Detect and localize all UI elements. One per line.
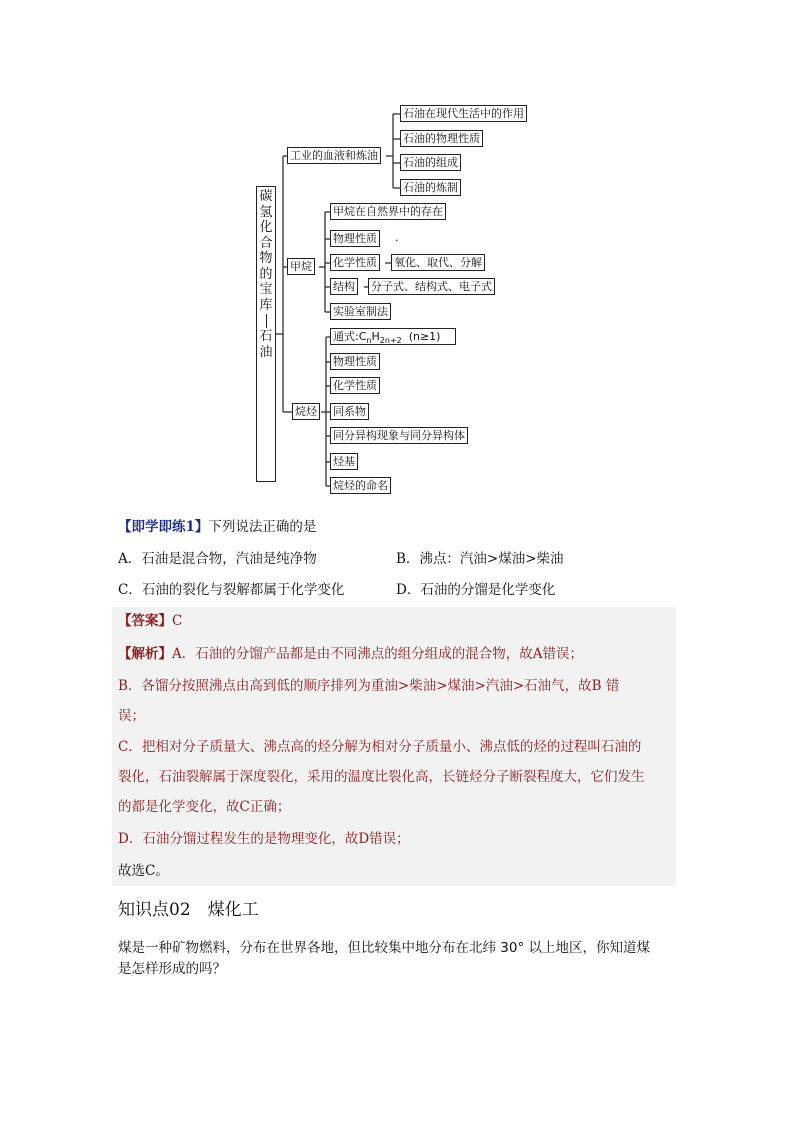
- option-d: D．石油的分馏是化学变化: [396, 582, 556, 598]
- section-paragraph-line2: 是怎样形成的吗？: [118, 961, 226, 977]
- analysis-line-c3: 的都是化学变化，故C正确；: [118, 799, 291, 815]
- branch-industry-node: 工业的血液和炼油: [287, 147, 381, 164]
- exercise-tag: 【即学即练1】: [118, 519, 209, 535]
- node-petroleum-refining: 石油的炼制: [400, 179, 461, 196]
- root-dash: [266, 314, 267, 328]
- node-alkane-formula: [330, 328, 456, 345]
- formula-sub-h: 2n+2: [379, 336, 402, 346]
- node-methane-lab-prep: 实验室制法: [330, 303, 391, 320]
- answer-value: C: [172, 613, 183, 629]
- analysis-line-c: C．把相对分子质量大、沸点高的烃分解为相对分子质量小、沸点低的烃的过程叫石油的: [118, 739, 642, 755]
- node-methane-structure: 结构: [330, 278, 358, 295]
- root-char: 氢: [259, 204, 273, 220]
- root-char: 合: [259, 235, 273, 251]
- node-alkane-homologs: 同系物: [330, 403, 369, 420]
- option-b: B．沸点：汽油>煤油>柴油: [396, 551, 564, 567]
- node-petroleum-physical: 石油的物理性质: [400, 130, 483, 147]
- analysis-line-a: [118, 644, 583, 664]
- node-methane-structure-detail: 分子式、结构式、电子式: [368, 278, 495, 295]
- node-alkane-naming: 烷烃的命名: [330, 477, 391, 494]
- node-methane-existence: 甲烷在自然界中的存在: [330, 203, 446, 220]
- analysis-tag: 【解析】: [118, 646, 172, 662]
- concept-map: [250, 100, 550, 502]
- root-char: 油: [259, 344, 273, 360]
- formula-prefix: 通式:C: [333, 330, 367, 343]
- concept-map-root: [256, 186, 276, 482]
- stray-dot: .: [395, 231, 399, 244]
- option-c: C．石油的裂化与裂解都属于化学变化: [118, 582, 345, 598]
- root-char: 石: [259, 329, 273, 344]
- node-alkane-physical: 物理性质: [330, 353, 380, 370]
- node-petroleum-role: 石油在现代生活中的作用: [400, 105, 527, 122]
- branch-alkane-node: 烷烃: [292, 403, 320, 420]
- formula-h: H: [371, 330, 380, 343]
- node-methane-chemical: 化学性质: [330, 254, 380, 271]
- root-char: 库: [259, 297, 273, 313]
- analysis-conclusion: 故选C。: [118, 863, 169, 879]
- analysis-line-c2: 裂化，石油裂解属于深度裂化，采用的温度比裂化高，长链烃分子断裂程度大，它们发生: [118, 769, 645, 785]
- analysis-line-b-cont: 误；: [118, 708, 145, 724]
- branch-methane-node: 甲烷: [287, 258, 315, 275]
- analysis-line-b: B．各馏分按照沸点由高到低的顺序排列为重油>柴油>煤油>汽油>石油气，故B 错: [118, 678, 620, 694]
- root-char: 化: [259, 220, 273, 235]
- section-paragraph-line1: 煤是一种矿物燃料，分布在世界各地，但比较集中地分布在北纬 30° 以上地区，你知道煤: [118, 940, 651, 956]
- node-methane-physical: 物理性质: [330, 230, 380, 247]
- analysis-text: A．石油的分馏产品都是由不同沸点的组分组成的混合物，故A错误；: [172, 646, 583, 662]
- exercise-question: [118, 517, 316, 537]
- node-alkane-hydrocarbyl: 烃基: [330, 453, 358, 470]
- node-methane-chemical-detail: 氧化、取代、分解: [391, 254, 485, 271]
- exercise-question-text: 下列说法正确的是: [208, 519, 317, 535]
- node-petroleum-composition: 石油的组成: [400, 154, 461, 171]
- analysis-line-d: D．石油分馏过程发生的是物理变化，故D错误；: [118, 831, 410, 847]
- answer-tag: 【答案】: [118, 613, 172, 629]
- node-alkane-isomers: 同分异构现象与同分异构体: [330, 427, 468, 444]
- root-char: 的: [259, 266, 273, 282]
- root-char: 物: [259, 251, 273, 266]
- root-char: 宝: [259, 282, 273, 297]
- option-a: A．石油是混合物，汽油是纯净物: [118, 551, 317, 567]
- formula-sub-n: n: [366, 336, 372, 346]
- root-char: 碳: [259, 189, 273, 204]
- formula-condition: (n≥1): [408, 330, 441, 343]
- node-alkane-chemical: 化学性质: [330, 377, 380, 394]
- answer-line: [118, 611, 182, 631]
- section-heading: 知识点02 煤化工: [118, 900, 259, 920]
